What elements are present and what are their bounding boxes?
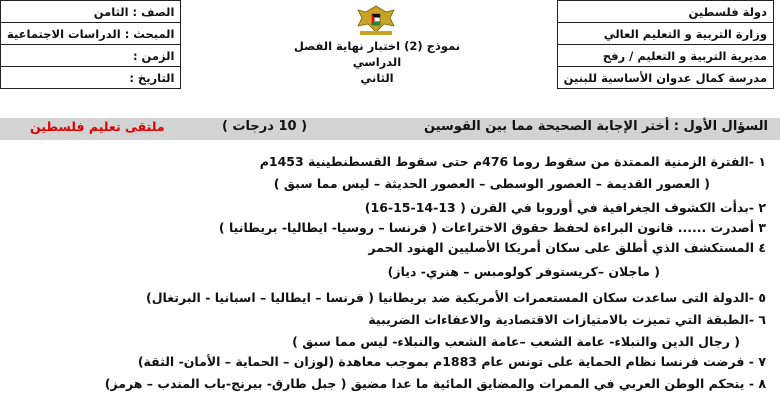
- time-label: الزمن :: [1, 45, 181, 67]
- exam-meta-table: [0, 0, 181, 89]
- school-label: مدرسة كمال عدوان الأساسية للبنين: [557, 67, 773, 89]
- date-label: التاريخ :: [1, 67, 181, 89]
- question-line: ٧ - فرضت فرنسا نظام الحماية على تونس عام 1883م بموجب معاهدة (لوزان – الحماية – الأمان- الثقة): [137, 354, 766, 369]
- exam-header: [0, 0, 780, 88]
- question-line: ٥ -الدولة التى ساعدت سكان المستعمرات الأمريكية ضد بريطانيا ( فرنسا – ايطاليا – اسبانيا - البرتغال): [145, 290, 766, 305]
- question-line: ٢ -بدأت الكشوف الجغرافية في أوروبا في القرن ( 13-14-15-16): [364, 200, 766, 215]
- palestine-emblem-icon: [352, 2, 400, 36]
- question-marks: ( 10 درجات ): [222, 119, 308, 134]
- exam-title: نموذج (2) اختبار نهاية الفصل الدراسي الثاني: [293, 39, 461, 85]
- question-line: ٤ المستكشف الذي أطلق على سكان أمريكا الأصليين الهنود الحمر: [368, 240, 766, 255]
- directorate-label: مديرية التربية و التعليم / رفح: [557, 45, 773, 67]
- country-label: دولة فلسطين: [557, 1, 773, 23]
- ministry-label: وزارة التربية و التعليم العالي: [557, 23, 773, 45]
- school-info-table: [557, 0, 774, 89]
- source-tag: ملتقى تعليم فلسطين: [30, 119, 165, 134]
- question-line: ٨ - يتحكم الوطن العربي في الممرات والمضايق المائية ما عدا مضيق ( جبل طارق- بيرنج-باب المندب – هرمز): [104, 376, 766, 391]
- question-line: ( رجال الدين والنبلاء- عامة الشعب –عامة الشعب والنبلاء- ليس مما سبق ): [292, 334, 740, 349]
- question-title: السؤال الأول : أختر الإجابة الصحيحة مما بين القوسين: [424, 119, 768, 134]
- grade-label: الصف : الثامن: [1, 1, 181, 23]
- question-line: ٦ -الطبقة التي تميزت بالامتيازات الاقتصادية والاعفاءات الضريبية: [368, 312, 766, 327]
- question-line: ١ -الفترة الزمنية الممتدة من سقوط روما 476م حتى سقوط القسطنطينية 1453م: [259, 154, 766, 169]
- question-line: ( ماجلان –كريستوفر كولومبس – هنري- دياز): [387, 264, 660, 279]
- question-line: ( العصور القديمة – العصور الوسطى – العصور الحديثة – ليس مما سبق ): [273, 176, 710, 191]
- question-line: ٣ أصدرت ...... قانون البراءة لحفظ حقوق الاختراعات ( فرنسا – روسيا- ايطاليا- بريطانيا ): [218, 220, 766, 235]
- subject-label: المبحث : الدراسات الاجتماعية: [1, 23, 181, 45]
